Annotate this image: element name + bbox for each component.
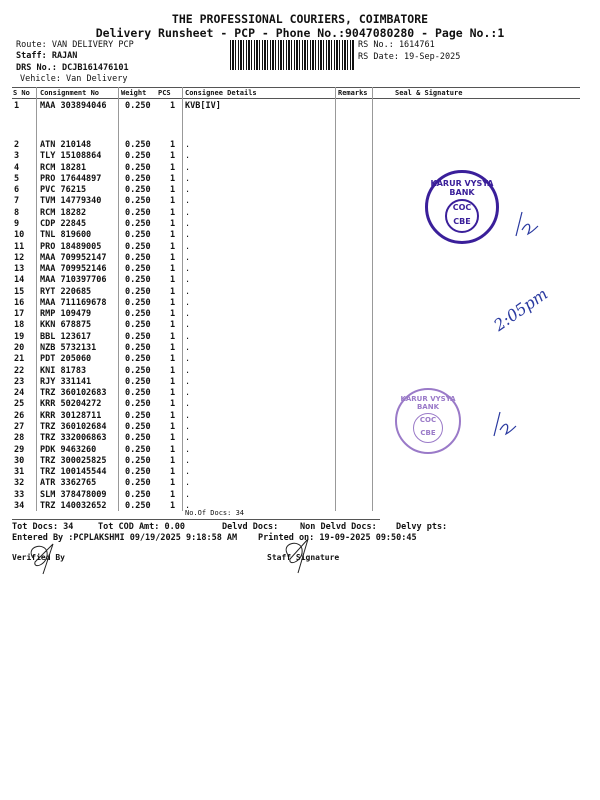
table-row (0, 163, 600, 174)
runsheet-subtitle: Delivery Runsheet - PCP - Phone No.:9047080280 - Page No.:1 (95, 26, 505, 40)
cell-sno: 4 (14, 162, 20, 173)
cell-sno: 27 (14, 422, 25, 432)
non-delvd-docs: Non Delvd Docs: (300, 522, 377, 532)
table-row (0, 478, 600, 489)
table-row (0, 456, 600, 467)
cell-consignment-no: KRR 50204272 (40, 399, 102, 410)
cell-weight: 0.250 (125, 455, 151, 466)
cell-sno: 13 (14, 264, 25, 275)
staff-signature-scribble (280, 535, 320, 577)
cell-weight: 0.250 (125, 151, 151, 162)
cell-consignment-no: MAA 710397706 (40, 275, 107, 286)
cell-consignee: . (185, 399, 191, 410)
cell-consignee: . (185, 297, 191, 308)
cell-consignment-no: BBL 123617 (40, 331, 92, 342)
cell-consignee: . (185, 320, 191, 331)
cell-consignment-no: TRZ 332006863 (40, 433, 107, 444)
initial-scribble (510, 210, 540, 240)
cell-weight: 0.250 (125, 500, 151, 511)
table-row (0, 140, 600, 151)
entered-by: Entered By :PCPLAKSHMI 09/19/2025 9:18:58 AM (12, 533, 238, 543)
cell-pcs: 1 (170, 196, 176, 207)
cell-pcs: 1 (170, 422, 176, 432)
col-pcs: PCS (158, 89, 171, 97)
cell-consignee: . (185, 410, 191, 421)
rs-date: RS Date: 19-Sep-2025 (358, 52, 461, 62)
cell-sno: 18 (14, 320, 25, 331)
table-row (0, 399, 600, 410)
cell-consignee: . (185, 151, 191, 162)
table-row (0, 151, 600, 162)
cell-pcs: 1 (170, 399, 176, 410)
verified-by: Verified By (12, 553, 65, 562)
cell-consignee: . (185, 388, 191, 399)
table-row (0, 354, 600, 365)
cell-pcs: 1 (170, 309, 176, 320)
cell-consignee: . (185, 422, 191, 432)
cell-pcs: 1 (170, 500, 176, 511)
cell-weight: 0.250 (125, 286, 151, 297)
cell-consignee: . (185, 230, 191, 241)
cell-consignee: . (185, 252, 191, 263)
table-row (0, 253, 600, 264)
cell-pcs: 1 (170, 275, 176, 286)
cell-consignee: . (185, 286, 191, 297)
drs-no: DRS No.: DCJB161476101 (16, 63, 129, 73)
cell-sno: 12 (14, 252, 25, 263)
cell-consignee: . (185, 264, 191, 275)
cell-sno: 26 (14, 410, 25, 421)
cell-sno: 20 (14, 343, 25, 354)
cell-pcs: 1 (170, 151, 176, 162)
cell-weight: 0.250 (125, 399, 151, 410)
table-row (0, 196, 600, 207)
table-row (0, 343, 600, 354)
cell-sno: 6 (14, 185, 20, 196)
cell-consignment-no: ATR 3362765 (40, 478, 97, 489)
cell-consignment-no: PDT 205060 (40, 354, 92, 365)
col-remarks: Remarks (338, 89, 368, 97)
cell-sno: 14 (14, 275, 25, 286)
cell-consignment-no: TLY 15108864 (40, 151, 102, 162)
cell-weight: 0.250 (125, 365, 151, 376)
cell-pcs: 1 (170, 467, 176, 478)
cell-weight: 0.250 (125, 101, 151, 111)
cell-sno: 33 (14, 489, 25, 500)
table-row (0, 490, 600, 501)
cell-consignee: . (185, 275, 191, 286)
cell-pcs: 1 (170, 101, 176, 111)
company-title: THE PROFESSIONAL COURIERS, COIMBATORE (171, 12, 429, 26)
cell-sno: 7 (14, 196, 20, 207)
cell-pcs: 1 (170, 343, 176, 354)
cell-consignee: . (185, 433, 191, 444)
cell-consignment-no: NZB 5732131 (40, 343, 97, 354)
cell-weight: 0.250 (125, 264, 151, 275)
cell-pcs: 1 (170, 297, 176, 308)
table-row (0, 287, 600, 298)
cell-consignee: . (185, 173, 191, 184)
cell-consignment-no: KRR 30128711 (40, 410, 102, 421)
table-row (0, 467, 600, 478)
table-row (0, 332, 600, 343)
cell-sno: 29 (14, 444, 25, 455)
table-row (0, 377, 600, 388)
cell-pcs: 1 (170, 230, 176, 241)
cell-consignment-no: ATN 210148 (40, 140, 92, 150)
col-seal: Seal & Signature (395, 89, 463, 97)
cell-sno: 23 (14, 376, 25, 387)
table-row (0, 264, 600, 275)
cell-consignee: . (185, 455, 191, 466)
cell-consignment-no: PDK 9463260 (40, 444, 97, 455)
cell-consignment-no: MAA 711169678 (40, 297, 107, 308)
cell-consignee: . (185, 196, 191, 207)
cell-weight: 0.250 (125, 230, 151, 241)
cell-weight: 0.250 (125, 376, 151, 387)
tot-cod: Tot COD Amt: 0.00 (98, 522, 185, 532)
cell-sno: 25 (14, 399, 25, 410)
cell-sno: 9 (14, 218, 20, 229)
cell-consignment-no: PVC 76215 (40, 185, 87, 196)
cell-weight: 0.250 (125, 140, 151, 150)
table-row (0, 242, 600, 253)
cell-pcs: 1 (170, 433, 176, 444)
cell-consignment-no: TVM 14779340 (40, 196, 102, 207)
cell-weight: 0.250 (125, 388, 151, 399)
cell-weight: 0.250 (125, 241, 151, 252)
delvy-pts: Delvy pts: (396, 522, 448, 532)
cell-weight: 0.250 (125, 410, 151, 421)
table-row (0, 388, 600, 399)
cell-sno: 1 (14, 101, 20, 111)
handwritten-time: 2:05pm (490, 284, 552, 335)
cell-consignment-no: TNL 819600 (40, 230, 92, 241)
col-sno: S No (13, 89, 30, 97)
cell-consignment-no: MAA 709952146 (40, 264, 107, 275)
cell-consignment-no: RMP 109479 (40, 309, 92, 320)
cell-sno: 17 (14, 309, 25, 320)
staff-signature: Staff Signature (267, 553, 340, 562)
cell-consignee: . (185, 207, 191, 218)
cell-weight: 0.250 (125, 252, 151, 263)
cell-sno: 31 (14, 467, 25, 478)
cell-sno: 24 (14, 388, 25, 399)
table-row (0, 501, 600, 512)
barcode (230, 40, 355, 70)
table-row (0, 275, 600, 286)
cell-consignee: . (185, 162, 191, 173)
cell-consignment-no: TRZ 360102683 (40, 388, 107, 399)
cell-weight: 0.250 (125, 207, 151, 218)
cell-sno: 3 (14, 151, 20, 162)
cell-consignment-no: CDP 22845 (40, 218, 87, 229)
cell-consignee: . (185, 309, 191, 320)
cell-consignment-no: TRZ 360102684 (40, 422, 107, 432)
cell-consignment-no: KNI 81783 (40, 365, 87, 376)
table-row (0, 185, 600, 196)
cell-sno: 32 (14, 478, 25, 489)
cell-consignment-no: PRO 18489005 (40, 241, 102, 252)
cell-weight: 0.250 (125, 196, 151, 207)
table-row (0, 445, 600, 456)
cell-consignment-no: KKN 678875 (40, 320, 92, 331)
cell-consignee: . (185, 376, 191, 387)
cell-consignee: . (185, 365, 191, 376)
bank-stamp-faded: KARUR VYSYA BANK COC CBE (395, 388, 461, 454)
table-row (0, 174, 600, 185)
cell-sno: 15 (14, 286, 25, 297)
cell-weight: 0.250 (125, 173, 151, 184)
col-consignee: Consignee Details (185, 89, 257, 97)
cell-pcs: 1 (170, 264, 176, 275)
cell-consignee: . (185, 140, 191, 150)
cell-weight: 0.250 (125, 422, 151, 432)
cell-consignee: . (185, 467, 191, 478)
cell-sno: 16 (14, 297, 25, 308)
cell-pcs: 1 (170, 365, 176, 376)
cell-pcs: 1 (170, 489, 176, 500)
cell-consignee: . (185, 500, 191, 511)
printed-on: Printed on: 19-09-2025 09:50:45 (258, 533, 417, 543)
route: Route: VAN DELIVERY PCP (16, 40, 134, 50)
cell-consignee: . (185, 241, 191, 252)
cell-consignee: . (185, 444, 191, 455)
cell-consignment-no: MAA 709952147 (40, 252, 107, 263)
cell-weight: 0.250 (125, 354, 151, 365)
table-row (0, 366, 600, 377)
cell-weight: 0.250 (125, 331, 151, 342)
cell-consignment-no: MAA 303894046 (40, 101, 107, 111)
cell-consignment-no: RJY 331141 (40, 376, 92, 387)
cell-weight: 0.250 (125, 489, 151, 500)
cell-consignee: . (185, 331, 191, 342)
cell-pcs: 1 (170, 410, 176, 421)
cell-consignment-no: SLM 378478009 (40, 489, 107, 500)
cell-pcs: 1 (170, 286, 176, 297)
table-bottom-line (12, 519, 380, 520)
cell-weight: 0.250 (125, 433, 151, 444)
cell-consignment-no: PRO 17644897 (40, 173, 102, 184)
cell-sno: 28 (14, 433, 25, 444)
table-top-line (12, 87, 580, 88)
cell-weight: 0.250 (125, 478, 151, 489)
cell-consignee: . (185, 185, 191, 196)
table-row (0, 101, 600, 112)
cell-sno: 34 (14, 500, 25, 511)
cell-consignee: . (185, 478, 191, 489)
cell-pcs: 1 (170, 218, 176, 229)
cell-pcs: 1 (170, 354, 176, 365)
cell-pcs: 1 (170, 376, 176, 387)
cell-sno: 5 (14, 173, 20, 184)
tot-docs: Tot Docs: 34 (12, 522, 74, 532)
cell-consignment-no: TRZ 140032652 (40, 500, 107, 511)
cell-pcs: 1 (170, 140, 176, 150)
cell-weight: 0.250 (125, 185, 151, 196)
delvd-docs: Delvd Docs: (222, 522, 279, 532)
cell-sno: 21 (14, 354, 25, 365)
cell-pcs: 1 (170, 331, 176, 342)
cell-weight: 0.250 (125, 162, 151, 173)
cell-consignment-no: TRZ 100145544 (40, 467, 107, 478)
cell-sno: 10 (14, 230, 25, 241)
cell-consignee: . (185, 354, 191, 365)
cell-sno: 8 (14, 207, 20, 218)
cell-pcs: 1 (170, 478, 176, 489)
cell-pcs: 1 (170, 252, 176, 263)
cell-weight: 0.250 (125, 343, 151, 354)
cell-weight: 0.250 (125, 297, 151, 308)
cell-weight: 0.250 (125, 444, 151, 455)
cell-sno: 30 (14, 455, 25, 466)
cell-consignee: KVB[IV] (185, 101, 221, 111)
cell-pcs: 1 (170, 320, 176, 331)
no-of-docs: No.Of Docs: 34 (185, 509, 245, 517)
cell-sno: 2 (14, 140, 20, 150)
cell-sno: 22 (14, 365, 25, 376)
bank-stamp: KARUR VYSYA BANK COC CBE (425, 170, 499, 244)
cell-consignment-no: RYT 220685 (40, 286, 92, 297)
cell-weight: 0.250 (125, 309, 151, 320)
cell-sno: 19 (14, 331, 25, 342)
cell-consignment-no: RCM 18282 (40, 207, 87, 218)
staff: Staff: RAJAN (16, 51, 78, 61)
cell-sno: 11 (14, 241, 25, 252)
cell-pcs: 1 (170, 185, 176, 196)
col-consignment: Consignment No (40, 89, 100, 97)
table-header-line (12, 98, 580, 99)
cell-pcs: 1 (170, 444, 176, 455)
cell-consignment-no: RCM 18281 (40, 162, 87, 173)
cell-pcs: 1 (170, 388, 176, 399)
cell-pcs: 1 (170, 173, 176, 184)
cell-consignee: . (185, 343, 191, 354)
cell-consignee: . (185, 489, 191, 500)
cell-pcs: 1 (170, 241, 176, 252)
cell-weight: 0.250 (125, 218, 151, 229)
cell-consignment-no: TRZ 300025825 (40, 455, 107, 466)
cell-weight: 0.250 (125, 275, 151, 286)
cell-pcs: 1 (170, 162, 176, 173)
initial-scribble (488, 410, 518, 440)
cell-weight: 0.250 (125, 467, 151, 478)
vehicle: Vehicle: Van Delivery (20, 74, 128, 84)
cell-pcs: 1 (170, 207, 176, 218)
cell-weight: 0.250 (125, 320, 151, 331)
cell-consignee: . (185, 218, 191, 229)
rs-no: RS No.: 1614761 (358, 40, 435, 50)
cell-pcs: 1 (170, 455, 176, 466)
verified-signature-scribble (25, 538, 65, 578)
col-weight: Weight (121, 89, 147, 97)
